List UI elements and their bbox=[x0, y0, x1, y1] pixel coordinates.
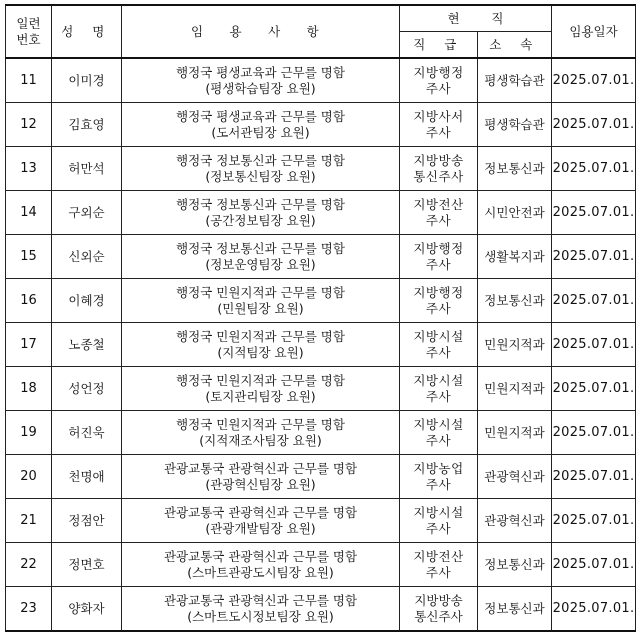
rank-cell bbox=[400, 235, 478, 279]
appointment-detail: 행정국 평생교육과 근무를 명함 bbox=[176, 64, 345, 80]
appointment-detail: 행정국 정보통신과 근무를 명함 bbox=[176, 240, 345, 256]
department: 정보통신과 bbox=[484, 160, 545, 176]
table-row bbox=[6, 58, 636, 103]
appointment-detail: 관광교통국 관광혁신과 근무를 명함 bbox=[163, 504, 358, 520]
person-name-cell bbox=[52, 455, 122, 499]
appointment-date-cell bbox=[552, 367, 636, 411]
appointment-role: (지적재조사팀장 요원) bbox=[199, 432, 322, 448]
person-name-cell bbox=[52, 279, 122, 323]
rank-cell bbox=[400, 103, 478, 147]
serial-number: 11 bbox=[20, 73, 37, 88]
rank-line2: 주사 bbox=[425, 520, 452, 536]
appointment-detail: 관광교통국 관광혁신과 근무를 명함 bbox=[163, 548, 358, 564]
appointment-date: 2025.07.01. bbox=[552, 161, 635, 176]
department-cell bbox=[478, 103, 552, 147]
department: 민원지적과 bbox=[484, 424, 545, 440]
appointment-cell bbox=[122, 191, 400, 235]
appointment-detail: 행정국 민원지적과 근무를 명함 bbox=[176, 372, 345, 388]
person-name-cell bbox=[52, 147, 122, 191]
person-name-cell bbox=[52, 587, 122, 632]
serial-number: 12 bbox=[20, 117, 37, 132]
serial-number: 17 bbox=[20, 337, 37, 352]
appointment-cell bbox=[122, 235, 400, 279]
appointment-detail: 행정국 정보통신과 근무를 명함 bbox=[176, 196, 345, 212]
serial-number: 13 bbox=[20, 161, 37, 176]
serial-number-cell bbox=[6, 499, 52, 543]
table-row bbox=[6, 411, 636, 455]
person-name: 양화자 bbox=[68, 600, 105, 616]
appointment-role: (정보통신팀장 요원) bbox=[205, 168, 316, 184]
serial-number: 16 bbox=[20, 293, 37, 308]
rank-line2: 주사 bbox=[425, 300, 452, 316]
rank-line1: 지방방송 bbox=[413, 152, 464, 168]
header-serial-line1: 일련 bbox=[16, 15, 41, 31]
appointment-date: 2025.07.01. bbox=[552, 337, 635, 352]
header-dept: 소 속 bbox=[478, 32, 552, 59]
person-name: 정점안 bbox=[68, 512, 105, 528]
department: 평생학습관 bbox=[484, 116, 545, 132]
appointment-cell bbox=[122, 279, 400, 323]
appointment-detail: 관광교통국 관광혁신과 근무를 명함 bbox=[163, 592, 358, 608]
department: 평생학습관 bbox=[484, 72, 545, 88]
rank-cell bbox=[400, 543, 478, 587]
appointment-role: (정보운영팀장 요원) bbox=[205, 256, 316, 272]
appointment-role: (공간정보팀장 요원) bbox=[205, 212, 316, 228]
department: 민원지적과 bbox=[484, 336, 545, 352]
serial-number: 21 bbox=[20, 513, 37, 528]
person-name: 허진욱 bbox=[68, 424, 105, 440]
person-name-cell bbox=[52, 58, 122, 103]
appointment-role: (평생학습팀장 요원) bbox=[205, 80, 316, 96]
serial-number-cell bbox=[6, 587, 52, 632]
department-cell bbox=[478, 279, 552, 323]
serial-number-cell bbox=[6, 147, 52, 191]
department: 정보통신과 bbox=[484, 556, 545, 572]
appointment-role: (지적팀장 요원) bbox=[217, 344, 304, 360]
appointment-date: 2025.07.01. bbox=[552, 469, 635, 484]
table-row bbox=[6, 235, 636, 279]
appointment-date: 2025.07.01. bbox=[552, 205, 635, 220]
header-rank: 직 급 bbox=[400, 32, 478, 59]
rank-line2: 통신주사 bbox=[414, 608, 463, 624]
appointment-date: 2025.07.01. bbox=[552, 249, 635, 264]
rank-line1: 지방행정 bbox=[413, 240, 464, 256]
person-name: 성언정 bbox=[68, 380, 105, 396]
table-row bbox=[6, 367, 636, 411]
serial-number: 19 bbox=[20, 425, 37, 440]
appointment-cell bbox=[122, 455, 400, 499]
appointment-table bbox=[5, 4, 636, 632]
header-current-position: 현 직 bbox=[400, 5, 552, 32]
appointment-date-cell bbox=[552, 587, 636, 632]
appointment-cell bbox=[122, 411, 400, 455]
serial-number-cell bbox=[6, 323, 52, 367]
person-name: 노종철 bbox=[68, 336, 105, 352]
serial-number-cell bbox=[6, 411, 52, 455]
appointment-cell bbox=[122, 587, 400, 632]
appointment-date: 2025.07.01. bbox=[552, 117, 635, 132]
rank-line2: 주사 bbox=[425, 124, 452, 140]
table-row bbox=[6, 543, 636, 587]
table-row bbox=[6, 147, 636, 191]
person-name-cell bbox=[52, 499, 122, 543]
department-cell bbox=[478, 58, 552, 103]
person-name-cell bbox=[52, 367, 122, 411]
person-name-cell bbox=[52, 235, 122, 279]
appointment-cell bbox=[122, 323, 400, 367]
appointment-date: 2025.07.01. bbox=[552, 601, 635, 616]
rank-line2: 주사 bbox=[425, 344, 452, 360]
table-row bbox=[6, 499, 636, 543]
person-name-cell bbox=[52, 411, 122, 455]
rank-cell bbox=[400, 58, 478, 103]
department: 정보통신과 bbox=[484, 600, 545, 616]
serial-number-cell bbox=[6, 279, 52, 323]
appointment-role: (관광개발팀장 요원) bbox=[205, 520, 316, 536]
person-name: 이미경 bbox=[68, 72, 105, 88]
rank-line1: 지방행정 bbox=[413, 284, 464, 300]
department-cell bbox=[478, 543, 552, 587]
serial-number-cell bbox=[6, 235, 52, 279]
rank-line1: 지방농업 bbox=[413, 460, 464, 476]
appointment-role: (토지관리팀장 요원) bbox=[205, 388, 316, 404]
appointment-cell bbox=[122, 543, 400, 587]
appointment-date-cell bbox=[552, 58, 636, 103]
rank-cell bbox=[400, 367, 478, 411]
rank-line1: 지방시설 bbox=[413, 372, 464, 388]
department-cell bbox=[478, 587, 552, 632]
appointment-role: (스마트관광도시팀장 요원) bbox=[187, 564, 334, 580]
person-name-cell bbox=[52, 191, 122, 235]
rank-cell bbox=[400, 455, 478, 499]
serial-number: 20 bbox=[20, 469, 37, 484]
appointment-cell bbox=[122, 58, 400, 103]
appointment-role: (스마트도시정보팀장 요원) bbox=[187, 608, 334, 624]
serial-number-cell bbox=[6, 455, 52, 499]
table-row bbox=[6, 587, 636, 632]
person-name-cell bbox=[52, 103, 122, 147]
rank-line1: 지방방송 bbox=[414, 592, 463, 608]
rank-line2: 주사 bbox=[425, 564, 452, 580]
appointment-date-cell bbox=[552, 499, 636, 543]
appointment-date-cell bbox=[552, 543, 636, 587]
department-cell bbox=[478, 191, 552, 235]
serial-number: 14 bbox=[20, 205, 37, 220]
appointment-cell bbox=[122, 499, 400, 543]
rank-line2: 주사 bbox=[425, 80, 452, 96]
serial-number: 22 bbox=[20, 557, 37, 572]
appointment-cell bbox=[122, 367, 400, 411]
rank-cell bbox=[400, 279, 478, 323]
appointment-detail: 관광교통국 관광혁신과 근무를 명함 bbox=[163, 460, 358, 476]
rank-line2: 주사 bbox=[425, 476, 452, 492]
appointment-detail: 행정국 정보통신과 근무를 명함 bbox=[176, 152, 345, 168]
rank-line2: 주사 bbox=[425, 432, 452, 448]
department: 시민안전과 bbox=[484, 204, 545, 220]
person-name: 이혜경 bbox=[68, 292, 105, 308]
rank-line2: 주사 bbox=[425, 388, 452, 404]
serial-number: 15 bbox=[20, 249, 37, 264]
appointment-date-cell bbox=[552, 455, 636, 499]
rank-cell bbox=[400, 147, 478, 191]
person-name: 천명애 bbox=[68, 468, 105, 484]
appointment-role: (관광혁신팀장 요원) bbox=[205, 476, 316, 492]
rank-cell bbox=[400, 191, 478, 235]
serial-number-cell bbox=[6, 58, 52, 103]
appointment-date: 2025.07.01. bbox=[552, 557, 635, 572]
department: 민원지적과 bbox=[484, 380, 545, 396]
department-cell bbox=[478, 367, 552, 411]
person-name: 구외순 bbox=[68, 204, 105, 220]
rank-line2: 주사 bbox=[425, 212, 452, 228]
table-row bbox=[6, 191, 636, 235]
serial-number-cell bbox=[6, 367, 52, 411]
person-name: 김효영 bbox=[68, 116, 105, 132]
department-cell bbox=[478, 323, 552, 367]
rank-cell bbox=[400, 411, 478, 455]
table-row bbox=[6, 103, 636, 147]
rank-line2: 주사 bbox=[425, 256, 452, 272]
appointment-role: (민원팀장 요원) bbox=[217, 300, 304, 316]
person-name: 신외순 bbox=[68, 248, 105, 264]
rank-line1: 지방전산 bbox=[413, 548, 464, 564]
header-name: 성 명 bbox=[52, 5, 122, 58]
header-appointment: 임 용 사 항 bbox=[122, 5, 400, 58]
department: 관광혁신과 bbox=[484, 512, 545, 528]
person-name: 정면호 bbox=[68, 556, 105, 572]
rank-cell bbox=[400, 499, 478, 543]
department: 관광혁신과 bbox=[484, 468, 545, 484]
serial-number: 18 bbox=[20, 381, 37, 396]
person-name-cell bbox=[52, 543, 122, 587]
appointment-detail: 행정국 민원지적과 근무를 명함 bbox=[176, 284, 345, 300]
department-cell bbox=[478, 455, 552, 499]
serial-number-cell bbox=[6, 191, 52, 235]
appointment-cell bbox=[122, 103, 400, 147]
person-name-cell bbox=[52, 323, 122, 367]
serial-number: 23 bbox=[20, 601, 37, 616]
appointment-date-cell bbox=[552, 191, 636, 235]
appointment-date-cell bbox=[552, 103, 636, 147]
rank-line1: 지방사서 bbox=[413, 108, 464, 124]
appointment-date-cell bbox=[552, 235, 636, 279]
appointment-date: 2025.07.01. bbox=[552, 73, 635, 88]
rank-cell bbox=[400, 587, 478, 632]
appointment-date: 2025.07.01. bbox=[552, 293, 635, 308]
appointment-role: (도서관팀장 요원) bbox=[211, 124, 310, 140]
department: 정보통신과 bbox=[484, 292, 545, 308]
rank-line2: 통신주사 bbox=[413, 168, 464, 184]
rank-line1: 지방전산 bbox=[413, 196, 464, 212]
rank-line1: 지방시설 bbox=[413, 416, 464, 432]
appointment-date-cell bbox=[552, 279, 636, 323]
appointment-date: 2025.07.01. bbox=[552, 513, 635, 528]
appointment-detail: 행정국 민원지적과 근무를 명함 bbox=[176, 328, 345, 344]
appointment-date-cell bbox=[552, 323, 636, 367]
appointment-cell bbox=[122, 147, 400, 191]
appointment-date: 2025.07.01. bbox=[552, 381, 635, 396]
table-row bbox=[6, 323, 636, 367]
rank-line1: 지방행정 bbox=[413, 64, 464, 80]
table-row bbox=[6, 279, 636, 323]
department-cell bbox=[478, 147, 552, 191]
department-cell bbox=[478, 235, 552, 279]
department: 생활복지과 bbox=[484, 248, 545, 264]
table-row bbox=[6, 455, 636, 499]
appointment-date-cell bbox=[552, 411, 636, 455]
rank-line1: 지방시설 bbox=[413, 328, 464, 344]
header-date: 임용일자 bbox=[552, 5, 636, 58]
header-serial bbox=[6, 5, 52, 58]
rank-cell bbox=[400, 323, 478, 367]
person-name: 허만석 bbox=[68, 160, 105, 176]
rank-line1: 지방시설 bbox=[413, 504, 464, 520]
header-serial-line2: 번호 bbox=[16, 31, 41, 47]
appointment-detail: 행정국 평생교육과 근무를 명함 bbox=[176, 108, 345, 124]
serial-number-cell bbox=[6, 543, 52, 587]
department-cell bbox=[478, 499, 552, 543]
appointment-date: 2025.07.01. bbox=[552, 425, 635, 440]
serial-number-cell bbox=[6, 103, 52, 147]
appointment-detail: 행정국 민원지적과 근무를 명함 bbox=[176, 416, 345, 432]
department-cell bbox=[478, 411, 552, 455]
appointment-date-cell bbox=[552, 147, 636, 191]
